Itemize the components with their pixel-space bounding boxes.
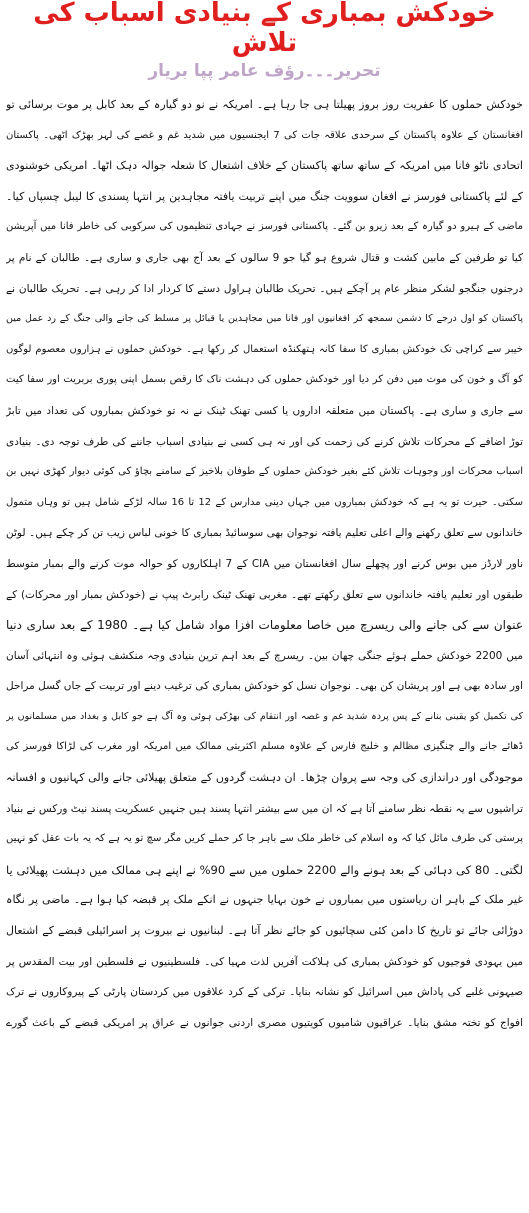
article-body (6, 90, 523, 1038)
body-line: افغانستان کے علاوہ پاکستان کے سرحدی علاقہ جات کی 7 ایجنسیوں میں شدید غم و غصے کی لہر بھڑک اٹھی۔ پاکستان (6, 129, 523, 141)
body-line: ناور لارڈز میں بوس کرنے اور پچھلے سال افغانستان میں CIA کے 7 اہلکاروں کو حوالہ موت کرنے والے بمبار متوسط (6, 557, 523, 570)
body-line: خودکش حملوں کا عفریت روز بروز پھیلتا ہی جا رہا ہے۔ امریکہ نے نو دو گیارہ کے بعد کابل پر موت برسائی تو (6, 98, 523, 111)
body-line: پاکستان کو اول درجے کا دشمن سمجھ کر افغانیوں اور فانا میں مجاہدین یا قبائل پر مسلط کی جانے والی جنگ کے رد عمل میں (6, 313, 523, 325)
body-line: کو آگ و خون کی موت میں دفن کر دیا اور خودکش حملوں کی دہشت ناک کا رقص بسمل اپنی پوری بربریت اور سفا کیت (6, 374, 523, 386)
body-line: اسباب محرکات اور وجوہات تلاش کئے بغیر خودکش حملوں کے طوفان بلاخیز کے سامنے بچاؤ کی کوئی دیوار کھڑی نہیں بن (6, 466, 523, 478)
article-title: خودکش بمباری کے بنیادی اسباب کی تلاش (33, 0, 496, 58)
body-line: ماضی کے ہیرو دو گیارہ کے بعد زیرو بن گئے۔ پاکستانی فورسز نے جہادی تنظیموں کی سرکوبی کی خاطر فانا میں آپریشن (6, 221, 523, 233)
body-line: اتحادی ناٹو فانا میں امریکہ کے ساتھ ساتھ پاکستان کے خلاف اشتعال کا شعلہ جوالہ دہک اٹھا۔ امریکی خوشنودی (6, 159, 523, 173)
body-line: موجودگی اور دراندازی کی وجہ سے پروان چڑھا۔ ان دہشت گردوں کے متعلق پھیلائی جانے والی کہانیوں و افسانہ (6, 771, 523, 785)
body-line: درجنوں جنگجو لشکر منظر عام پر آچکے ہیں۔ تحریک طالبان ہراول دستے کا کردار ادا کر رہی ہے۔ تحریک طالبان نے (6, 282, 523, 295)
body-line: توڑ اضافے کے محرکات تلاش کرنے کی زحمت کی اور نہ ہی کسی نے بنیادی اسباب جاننے کی طرف توجہ دی۔ بنیادی (6, 435, 523, 448)
body-line: خاندانوں سے تعلق رکھنے والے اعلی تعلیم یافتہ نوجوان بھی سوسائیڈ بمباری کا خونی لباس زیب تن کر چکے ہیں۔ لوٹن (6, 527, 523, 540)
body-line: کیا تو طرفین کے مابین کشت و قتال شروع ہو گیا جو 9 سالوں کے بعد آج بھی جاری و ساری ہے۔ طالبان کے نام پر (6, 251, 523, 264)
article-byline: تحریر۔۔۔رؤف عامر پپا بریار (148, 61, 381, 81)
body-line: دوڑائی جائے تو تاریخ کا دامن کئی سچائیوں کو جائے نظر آتا ہے۔ لبنانیوں نے بیروت پر اسرائیلی قبضے کے اشتعال (6, 924, 523, 938)
body-line: خیبر سے کراچی تک خودکش بمباری کا سفا کانہ ہتھکنڈہ استعمال کر رکھا ہے۔ خودکش حملوں نے ہزاروں معصوم لوگوں (6, 343, 523, 355)
body-line: طبقوں اور تعلیم یافتہ خاندانوں سے تعلق رکھتے تھے۔ مغربی تھنک ٹینک رابرٹ پیپ نے (خودکش بمبار اور محرکات) کے (6, 588, 523, 601)
body-line: لگتی۔ 80 کی دہائی کے بعد ہونے والے 2200 حملوں میں سے 90% نے اپنے ہی ممالک میں دہشت پھیلائی یا (6, 862, 523, 877)
body-line: تراشیوں سے یہ نقطہ نظر سامنے آتا ہے کہ ان میں سے بیشتر انتہا پسند ہیں جنہیں عسکریت پسند نیٹ ورکس نے بنیاد (6, 802, 523, 815)
body-line: عنوان سے کی جانے والی ریسرچ میں خاصا معلومات افزا مواد شامل کیا ہے۔ 1980 کے بعد ساری دنیا (6, 618, 523, 633)
body-line: میں 2200 خودکش حملے ہوئے جنگی چھان بین۔ ریسرچ کے بعد اہم ترین بنیادی وجہ منکشف ہوئی وہ انتہائی آسان (6, 649, 523, 662)
body-line: سکتی۔ حیرت تو یہ ہے کہ خودکش بمباروں میں جہاں دینی مدارس کے 12 تا 16 سالہ لڑکے شامل ہیں تو وہاں متمول (6, 496, 523, 508)
body-line: کی تکمیل کو یقینی بنانے کے پس پردہ شدید غم و غصہ اور انتقام کی بھڑکی ہوئی وہ آگ ہے جو کابل و بغداد میں مسلمانوں پر (6, 710, 523, 722)
body-line: اور سادہ بھی ہے اور پریشان کن بھی۔ نوجوان نسل کو خودکش بمباری کی ترغیب دینے اور تربیت کے جاں گسل مراحل (6, 680, 523, 693)
body-line: افواج کو تختہ مشق بنایا۔ عراقیوں شامیوں کویتیوں مصری اردنی جوانوں نے عراق پر امریکی قبضے کے باعث گورے (6, 1016, 523, 1029)
body-line: غیر ملک کے باہر ان ریاستوں میں بمباروں نے خون بہایا جنہوں نے انکے ملک پر قبضہ کیا ہوا ہے۔ ماضی پر نگاہ (6, 893, 523, 907)
body-line: پرستی کی طرف مائل کیا کہ وہ اسلام کی خاطر ملک سے باہر جا کر حملے کریں مگر سچ تو یہ ہے کہ یہ بات عقل کو نہیں (6, 833, 523, 845)
body-line: کے لئے پاکستانی فورسز نے افغان سوویت جنگ میں اپنے تربیت یافتہ مجاہدین پر انتہا پسندی کا لیبل چسپاں کیا۔ (6, 189, 523, 203)
body-line: میں یہودی فوجیوں کو خودکش بمباری کی ہلاکت آفریں لذت مہیا کی۔ فلسطینیوں نے فلسطین اور بیت المقدس پر (6, 955, 523, 968)
body-line: صیہونی غلبے کی پاداش میں اسرائیل کو نشانہ بنایا۔ ترکی کے کرد علاقوں میں کردستان پارٹی کے پیروکاروں نے ترک (6, 986, 523, 999)
body-line: ڈھائے جانے والے چنگیزی مظالم و خلیج فارس کے علاوہ مسلم اکثریتی ممالک میں امریکہ اور مغرب کی لڑاکا فورسز کی (6, 741, 523, 753)
body-line: سے جاری و ساری ہے۔ پاکستان میں متعلقہ اداروں یا کسی تھنک ٹینک نے نہ تو خودکش بمباروں کی تعداد میں تابڑ (6, 404, 523, 417)
